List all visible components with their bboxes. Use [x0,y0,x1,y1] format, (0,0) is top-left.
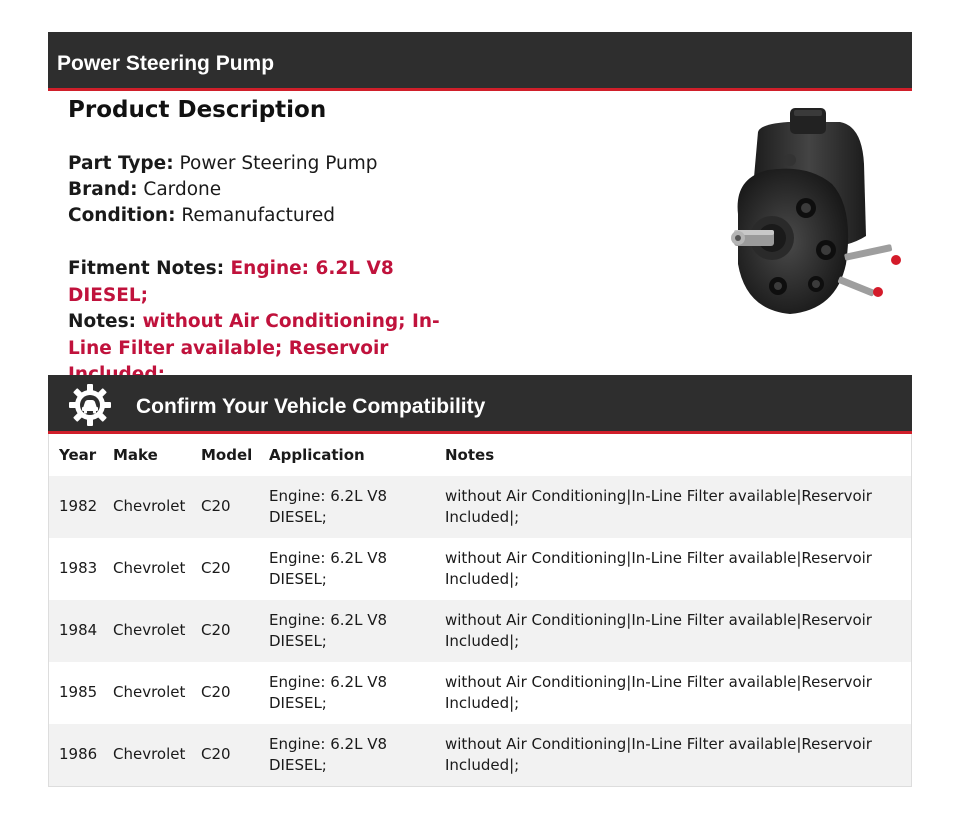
column-header-notes: Notes [445,446,495,464]
cell-model: C20 [201,621,231,640]
spec-condition [68,203,378,229]
cell-notes: without Air Conditioning|In-Line Filter available|Reservoir Included|; [445,548,872,588]
fitment-line [68,256,468,309]
cell-application: Engine: 6.2L V8 DIESEL; [269,548,388,588]
notes-label: Notes: [68,311,136,332]
column-header-model: Model [201,446,253,464]
description-title: Product Description [68,97,327,123]
spec-value: Cardone [143,179,222,200]
table-row [49,476,911,538]
fitment-notes [68,256,468,389]
table-row [49,538,911,600]
spec-value: Remanufactured [181,205,335,226]
spec-part-type [68,151,378,177]
table-row [49,662,911,724]
cell-notes: without Air Conditioning|In-Line Filter available|Reservoir Included|; [445,486,872,526]
fitment-label: Fitment Notes: [68,258,225,279]
cell-make: Chevrolet [113,745,186,764]
cell-model: C20 [201,745,231,764]
table-header-row [49,434,911,476]
spec-label: Part Type: [68,153,174,174]
cell-application: Engine: 6.2L V8 DIESEL; [269,672,388,712]
column-header-make: Make [113,446,158,464]
cell-model: C20 [201,683,231,702]
cell-application: Engine: 6.2L V8 DIESEL; [269,610,388,650]
compatibility-bar [48,375,912,434]
spec-label: Brand: [68,179,138,200]
column-header-year: Year [59,446,97,464]
power-steering-pump-image [728,104,904,320]
compatibility-title: Confirm Your Vehicle Compatibility [136,395,486,418]
cell-notes: without Air Conditioning|In-Line Filter available|Reservoir Included|; [445,672,872,712]
cell-make: Chevrolet [113,497,186,516]
cell-model: C20 [201,559,231,578]
spec-brand [68,177,378,203]
table-row [49,600,911,662]
cell-model: C20 [201,497,231,516]
cell-year: 1985 [59,683,98,702]
header-title: Power Steering Pump [57,52,275,75]
cell-application: Engine: 6.2L V8 DIESEL; [269,486,388,526]
column-header-application: Application [269,446,365,464]
cell-notes: without Air Conditioning|In-Line Filter available|Reservoir Included|; [445,610,872,650]
gear-car-icon [68,383,112,427]
cell-make: Chevrolet [113,621,186,640]
cell-make: Chevrolet [113,683,186,702]
spec-label: Condition: [68,205,176,226]
spec-list [68,151,378,229]
header-bar [48,32,912,91]
cell-notes: without Air Conditioning|In-Line Filter available|Reservoir Included|; [445,734,872,774]
compatibility-table [48,434,912,787]
notes-value: without Air Conditioning; In-Line Filter available; Reservoir [68,311,440,359]
cell-year: 1982 [59,497,98,516]
cell-make: Chevrolet [113,559,186,578]
cell-year: 1983 [59,559,98,578]
cell-year: 1986 [59,745,98,764]
table-row [49,724,911,786]
cell-application: Engine: 6.2L V8 DIESEL; [269,734,388,774]
fitment-value: Engine: 6.2L V8 DIESEL; [68,258,394,306]
spec-value: Power Steering Pump [179,153,378,174]
cell-year: 1984 [59,621,98,640]
